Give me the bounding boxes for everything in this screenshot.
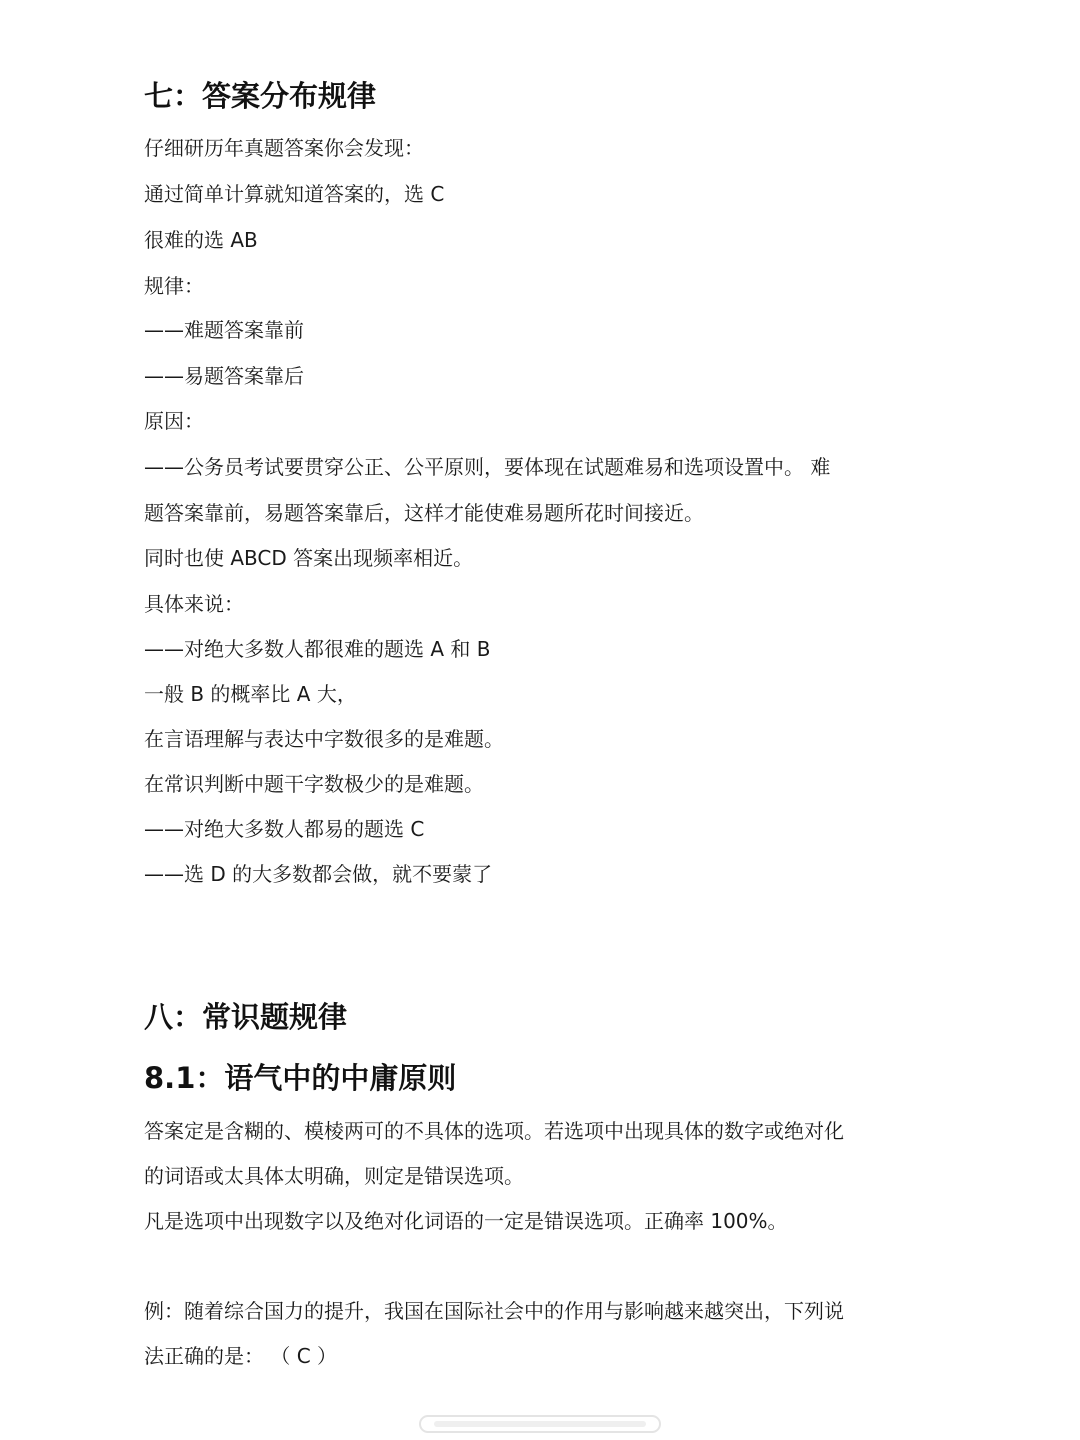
section-7-line: 具体来说： <box>144 592 244 616</box>
watermark-logo <box>418 1412 662 1436</box>
section-7-line: ——公务员考试要贯穿公正、公平原则，要体现在试题难易和选项设置中。 难 <box>144 455 831 479</box>
section-7-line: ——易题答案靠后 <box>144 364 304 388</box>
section-7-line: 在常识判断中题干字数极少的是难题。 <box>144 772 484 796</box>
section-7-line: 很难的选 AB <box>144 228 258 252</box>
section-7-line: 题答案靠前，易题答案靠后，这样才能使难易题所花时间接近。 <box>144 501 704 525</box>
section-8-line: 例：随着综合国力的提升，我国在国际社会中的作用与影响越来越突出，下列说 <box>144 1299 844 1323</box>
section-7-line: 通过简单计算就知道答案的，选 C <box>144 182 445 206</box>
section-7-line: 同时也使 ABCD 答案出现频率相近。 <box>144 546 474 570</box>
section-8-line: 答案定是含糊的、模棱两可的不具体的选项。若选项中出现具体的数字或绝对化 <box>144 1119 844 1143</box>
section-8-1-subheading: 8.1：语气中的中庸原则 <box>144 1061 457 1095</box>
section-8-line: 法正确的是： （ C ） <box>144 1344 338 1368</box>
section-7-line: 一般 B 的概率比 A 大， <box>144 682 357 706</box>
section-7-line: 原因： <box>144 409 204 433</box>
section-7-line: ——对绝大多数人都很难的题选 A 和 B <box>144 637 491 661</box>
section-7-line: 在言语理解与表达中字数很多的是难题。 <box>144 727 504 751</box>
section-7-line: ——选 D 的大多数都会做，就不要蒙了 <box>144 862 493 886</box>
section-8-heading: 八：常识题规律 <box>144 1000 348 1034</box>
section-7-heading: 七：答案分布规律 <box>144 79 377 113</box>
section-7-line: 仔细研历年真题答案你会发现： <box>144 136 424 160</box>
section-7-line: 规律： <box>144 274 204 298</box>
section-7-line: ——对绝大多数人都易的题选 C <box>144 817 425 841</box>
section-8-line: 的词语或太具体太明确，则定是错误选项。 <box>144 1164 524 1188</box>
section-7-line: ——难题答案靠前 <box>144 318 304 342</box>
section-8-line: 凡是选项中出现数字以及绝对化词语的一定是错误选项。正确率 100%。 <box>144 1209 788 1233</box>
